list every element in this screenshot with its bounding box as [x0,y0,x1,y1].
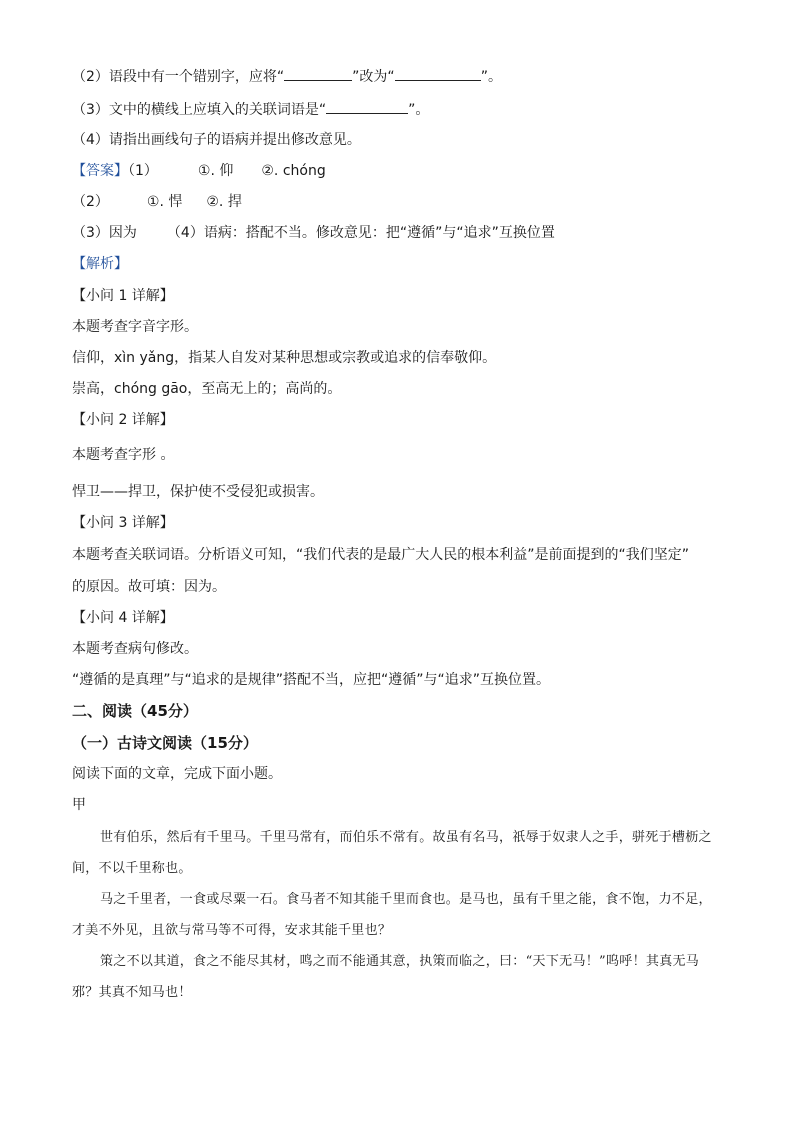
answer-2-a: ①. 悍 [146,194,183,210]
passage-paragraph-1: 世有伯乐，然后有千里马。千里马常有，而伯乐不常有。故虽有名马，祇辱于奴隶人之手，骈死于槽枥之间，不以千里称也。 [72,830,712,876]
subquestion-2-title: 【小问 2 详解】 [72,412,174,428]
answer-tag: 【答案】 [72,163,128,179]
question-2 [72,66,502,86]
subquestion-3-title: 【小问 3 详解】 [72,515,174,531]
answer-line-3 [72,224,555,242]
subquestion-4-title: 【小问 4 详解】 [72,610,174,626]
answer-3-a: （3）因为 [72,225,137,241]
answer-blank-2 [395,66,481,81]
section-title: 二、阅读（45分） [72,702,198,720]
passage-paragraph-3: 策之不以其道，食之不能尽其材，鸣之而不能通其意，执策而临之，曰：“天下无马！”呜呼！其真无马邪？其真不知马也！ [72,954,700,1000]
subquestion-3-line-2: 的原因。故可填：因为。 [72,579,226,595]
answer-1-num: （1） [128,163,158,179]
passage-paragraph-2: 马之千里者，一食或尽粟一石。食马者不知其能千里而食也。是马也，虽有千里之能，食不饱，力不足，才美不外见，且欲与常马等不可得，安求其能千里也？ [72,892,712,938]
subquestion-1-line-1: 本题考查字音字形。 [72,319,198,335]
subquestion-2-line-2: 悍卫——捍卫，保护使不受侵犯或损害。 [72,484,324,500]
subquestion-2-line-1: 本题考查字形 。 [72,447,175,463]
answer-blank-3 [326,99,408,114]
answer-2-b: ②. 捍 [206,194,242,210]
subquestion-1-line-3: 崇高，chóng gāo，至高无上的；高尚的。 [72,381,342,397]
answer-line-1 [72,162,326,180]
subquestion-4-line-2: “遵循的是真理”与“追求的是规律”搭配不当，应把“遵循”与“追求”互换位置。 [72,672,551,688]
question-2-suffix: ”。 [480,69,502,85]
question-3 [72,99,429,119]
reading-instruction: 阅读下面的文章，完成下面小题。 [72,766,282,782]
passage-label: 甲 [72,797,86,813]
subquestion-4-line-1: 本题考查病句修改。 [72,641,198,657]
answer-line-2 [72,193,242,211]
subquestion-3-line-1: 本题考查关联词语。分析语义可知，“我们代表的是最广大人民的根本利益”是前面提到的“我们坚定” [72,547,690,563]
answer-4: （4）语病：搭配不当。修改意见：把“遵循”与“追求”互换位置 [166,225,555,241]
answer-1-b: ②. chóng [261,163,326,179]
section-subtitle: （一）古诗文阅读（15分） [72,734,258,752]
subquestion-1-title: 【小问 1 详解】 [72,288,174,304]
question-3-suffix: ”。 [408,102,430,118]
analysis-tag: 【解析】 [72,256,128,272]
question-4: （4）请指出画线句子的语病并提出修改意见。 [72,132,361,148]
subquestion-1-line-2: 信仰，xìn yǎng，指某人自发对某种思想或宗教或追求的信奉敬仰。 [72,350,497,366]
answer-blank-1 [284,66,352,81]
answer-1-a: ①. 仰 [197,163,234,179]
question-2-mid: ”改为“ [352,69,395,85]
question-3-prefix: （3）文中的横线上应填入的关联词语是“ [72,102,327,118]
question-2-prefix: （2）语段中有一个错别字，应将“ [72,69,285,85]
answer-2-num: （2） [72,194,109,210]
